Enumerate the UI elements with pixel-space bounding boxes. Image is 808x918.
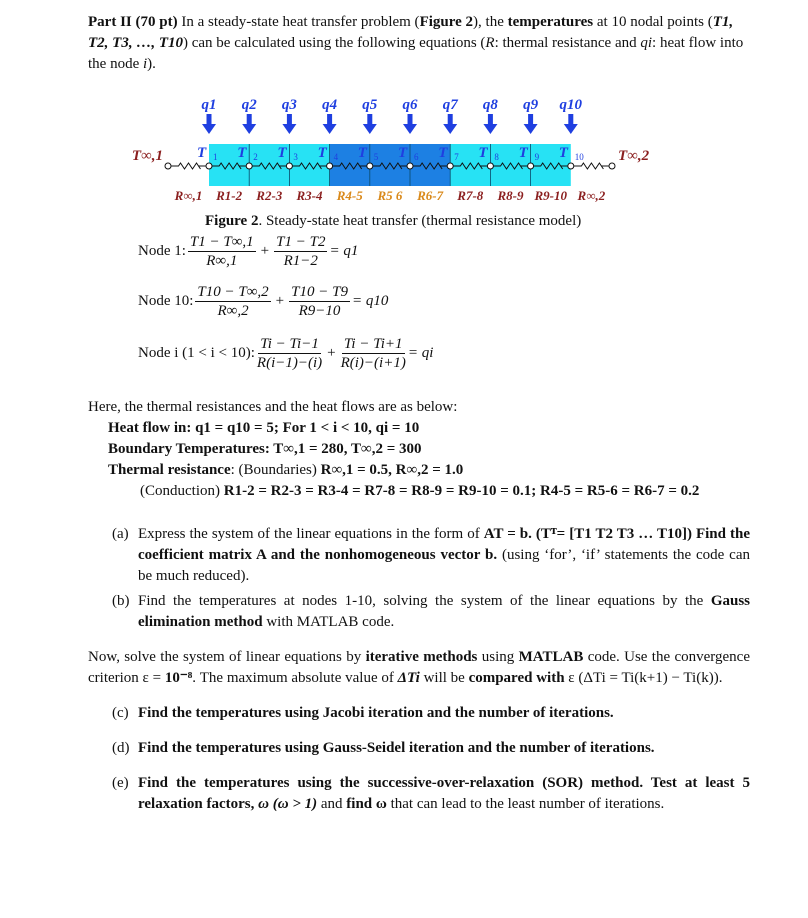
fraction — [188, 233, 256, 270]
figure-ref: Figure 2 — [419, 14, 474, 30]
arrow-shaft-icon — [367, 114, 372, 124]
question-label: (b) — [112, 593, 130, 609]
resistance-label: R7-8 — [457, 188, 484, 203]
question-b — [112, 591, 750, 633]
question-label: (d) — [112, 740, 130, 756]
arrow-down-icon — [564, 124, 578, 134]
arrow-shaft-icon — [287, 114, 292, 124]
arrow-shaft-icon — [327, 114, 332, 124]
equation-node10 — [138, 283, 388, 320]
arrow-down-icon — [403, 124, 417, 134]
rhs: = qi — [407, 345, 434, 361]
node-circle-icon — [165, 163, 171, 169]
text: : heat flow into the node — [88, 35, 744, 72]
text: Find the temperatures using the successive-over-relaxation (SOR) method. Test at least 5 relaxation factors, — [138, 775, 750, 812]
node-circle-icon — [206, 163, 212, 169]
resistance-label: R4-5 — [336, 188, 363, 203]
heat-flow-label: q1 — [201, 97, 217, 113]
text: R — [485, 35, 495, 51]
question-a — [112, 524, 750, 587]
node-circle-icon — [528, 163, 534, 169]
text: code. Use the convergence criterion ε = — [88, 649, 750, 686]
heat-flow-label: q7 — [442, 97, 458, 113]
numerator: T1 − T∞,1 — [189, 234, 254, 250]
heat-flow-label: q2 — [241, 97, 257, 113]
eq-label: Node 10: — [138, 293, 194, 309]
rhs: = q1 — [329, 243, 359, 259]
fraction — [195, 283, 270, 320]
text: 10⁻⁸ — [164, 670, 193, 686]
text: at 10 nodal points ( — [593, 14, 713, 30]
arrow-down-icon — [483, 124, 497, 134]
temperature-label: T — [317, 145, 327, 161]
text: ). — [147, 56, 156, 72]
temperature-label: T — [558, 145, 568, 161]
text: using — [477, 649, 519, 665]
arrow-down-icon — [443, 124, 457, 134]
temperature-label: T — [277, 145, 287, 161]
denominator: R(i)−(i+1) — [340, 355, 406, 371]
params-intro: Here, the thermal resistances and the heat flows are as below: — [88, 399, 458, 415]
numerator: Ti − Ti+1 — [343, 336, 403, 352]
text: Find the temperatures using Jacobi iteration and the number of iterations. — [138, 705, 614, 721]
text: : (Boundaries) — [230, 462, 321, 478]
resistance-label: R8-9 — [497, 188, 524, 203]
question-label: (a) — [112, 526, 129, 542]
node-circle-icon — [447, 163, 453, 169]
fraction — [289, 283, 350, 320]
heat-flow-label: q10 — [559, 97, 583, 113]
numerator: T1 − T2 — [276, 234, 326, 250]
equations — [138, 233, 750, 383]
text: temperatures — [507, 14, 594, 30]
node-circle-icon — [568, 163, 574, 169]
temperature-label: T — [438, 145, 448, 161]
arrow-shaft-icon — [488, 114, 493, 124]
figure-caption — [205, 213, 581, 229]
text: and — [317, 796, 347, 812]
figure-container — [88, 75, 750, 233]
node-number: 7 — [454, 152, 459, 162]
text: iterative methods — [365, 649, 478, 665]
temperature-label: T — [357, 145, 367, 161]
text: Express the system of the linear equations in the form of — [138, 526, 484, 542]
arrow-down-icon — [282, 124, 296, 134]
heat-flow-label: q5 — [362, 97, 378, 113]
arrow-shaft-icon — [207, 114, 212, 124]
text: ΔTi — [397, 670, 420, 686]
arrow-down-icon — [323, 124, 337, 134]
question-c — [112, 703, 750, 724]
rhs: = q10 — [351, 293, 389, 309]
arrow-shaft-icon — [247, 114, 252, 124]
arrow-down-icon — [202, 124, 216, 134]
resistance-label: R6-7 — [417, 188, 444, 203]
question-d — [112, 738, 750, 759]
temperature-label: T — [237, 145, 247, 161]
resistance-label: R∞,2 — [577, 188, 606, 203]
temperature-label: T — [478, 145, 488, 161]
text: MATLAB — [518, 649, 584, 665]
heat-flow-label: q8 — [482, 97, 498, 113]
text: Find the temperatures using Gauss-Seidel iteration and the number of iterations. — [138, 740, 655, 756]
conduction-resistance-values: R1-2 = R2-3 = R3-4 = R7-8 = R8-9 = R9-10 = 0.1; R4-5 = R5-6 = R6-7 = 0.2 — [223, 483, 700, 499]
plus: + — [275, 293, 285, 309]
text: that can lead to the least number of iterations. — [386, 796, 665, 812]
text: ω (ω > 1) — [258, 796, 318, 812]
t-inf-1-label: T∞,1 — [131, 148, 163, 164]
text: ε (ΔTi = Ti(k+1) − Ti(k)). — [564, 670, 723, 686]
equation-node1 — [138, 233, 358, 270]
fraction — [274, 233, 327, 270]
denominator: R9−10 — [298, 303, 341, 319]
heat-flow-label: q9 — [523, 97, 539, 113]
resistance-label: R9-10 — [534, 188, 567, 203]
text: Boundary Temperatures — [108, 441, 265, 457]
text: Thermal resistance — [108, 462, 231, 478]
resistor-icon — [168, 163, 209, 169]
part-title: Part II (70 pt) — [88, 14, 178, 30]
thermal-resistance-figure — [0, 0, 808, 237]
arrow-shaft-icon — [408, 114, 413, 124]
node-number: 6 — [414, 152, 419, 162]
parameters — [88, 397, 750, 502]
node-number: 10 — [574, 152, 584, 162]
resistance-label: R2-3 — [256, 188, 283, 203]
text: compared with — [468, 670, 565, 686]
text: Find the temperatures at nodes 1-10, solving the system of the linear equations by the — [138, 593, 711, 609]
node-number: 1 — [213, 152, 218, 162]
text: T1, T2, T3, …, T10 — [88, 14, 734, 51]
temperature-label: T — [197, 145, 207, 161]
text: AT = b. (Tᵀ= [T1 T2 T3 … T10]) — [483, 526, 692, 542]
node-circle-icon — [487, 163, 493, 169]
arrow-shaft-icon — [568, 114, 573, 124]
text: (using ‘for’, ‘if’ statements the code can be much reduced). — [138, 547, 750, 584]
node-circle-icon — [367, 163, 373, 169]
question-e — [112, 773, 750, 815]
arrow-down-icon — [524, 124, 538, 134]
document — [88, 12, 750, 815]
fraction — [257, 335, 322, 372]
resistance-label: R5 6 — [377, 188, 403, 203]
node-number: 9 — [534, 152, 540, 162]
text: will be — [419, 670, 469, 686]
text: with MATLAB code. — [262, 614, 395, 630]
node-circle-icon — [246, 163, 252, 169]
node-circle-icon — [327, 163, 333, 169]
node-circle-icon — [609, 163, 615, 169]
plus: + — [260, 243, 270, 259]
node-circle-icon — [407, 163, 413, 169]
text: . The maximum absolute value of — [192, 670, 398, 686]
text: (Conduction) — [140, 483, 224, 499]
text: Gauss elimination method — [138, 593, 750, 630]
resistance-label: R3-4 — [296, 188, 323, 203]
node-number: 3 — [293, 152, 298, 162]
numerator: T10 − T9 — [291, 284, 348, 300]
text: Find the coefficient matrix A and the nonhomogeneous vector b. — [138, 526, 750, 563]
denominator: R(i−1)−(i) — [256, 355, 323, 371]
heat-flow-label: q3 — [281, 97, 297, 113]
heat-flow-values: Heat flow in: q1 = q10 = 5; For 1 < i < 10, qi = 10 — [108, 420, 420, 436]
text: ) can be calculated using the following equations ( — [183, 35, 486, 51]
text: : thermal resistance and — [494, 35, 641, 51]
node-number: 4 — [333, 152, 339, 162]
caption-label: Figure 2 — [205, 213, 259, 229]
eq-label: Node i (1 < i < 10): — [138, 345, 255, 361]
question-label: (c) — [112, 705, 129, 721]
text: Now, solve the system of linear equations by — [88, 649, 366, 665]
numerator: Ti − Ti−1 — [260, 336, 319, 352]
heat-flow-label: q6 — [402, 97, 418, 113]
iterative-intro — [88, 647, 750, 689]
fraction — [341, 335, 406, 372]
denominator: R1−2 — [283, 253, 318, 269]
temperature-label: T — [518, 145, 528, 161]
boundary-values: : T∞,1 = 280, T∞,2 = 300 — [264, 441, 422, 457]
question-label: (e) — [112, 775, 129, 791]
caption-text: . Steady-state heat transfer (thermal resistance model) — [258, 213, 582, 229]
node-number: 2 — [253, 152, 258, 162]
text: qi — [640, 35, 653, 51]
heat-flow-label: q4 — [322, 97, 338, 113]
node-circle-icon — [286, 163, 292, 169]
denominator: R∞,1 — [206, 253, 238, 269]
arrow-down-icon — [242, 124, 256, 134]
arrow-down-icon — [363, 124, 377, 134]
arrow-shaft-icon — [448, 114, 453, 124]
arrow-shaft-icon — [528, 114, 533, 124]
denominator: R∞,2 — [217, 303, 249, 319]
resistance-label: R∞,1 — [174, 188, 203, 203]
resistance-label: R1-2 — [216, 188, 243, 203]
t-inf-2-label: T∞,2 — [618, 148, 650, 164]
eq-label: Node 1: — [138, 243, 186, 259]
resistor-icon — [571, 163, 612, 169]
slab-dark — [330, 144, 451, 186]
plus: + — [327, 345, 336, 361]
text: ), the — [473, 14, 508, 30]
numerator: T10 − T∞,2 — [197, 284, 269, 300]
text: i — [142, 56, 148, 72]
text: find ω — [346, 796, 387, 812]
text: In a steady-state heat transfer problem ( — [177, 14, 420, 30]
node-number: 5 — [373, 152, 379, 162]
temperature-label: T — [398, 145, 408, 161]
boundary-resistance-values: R∞,1 = 0.5, R∞,2 = 1.0 — [320, 462, 464, 478]
equation-node-i — [138, 335, 433, 372]
node-number: 8 — [494, 152, 499, 162]
